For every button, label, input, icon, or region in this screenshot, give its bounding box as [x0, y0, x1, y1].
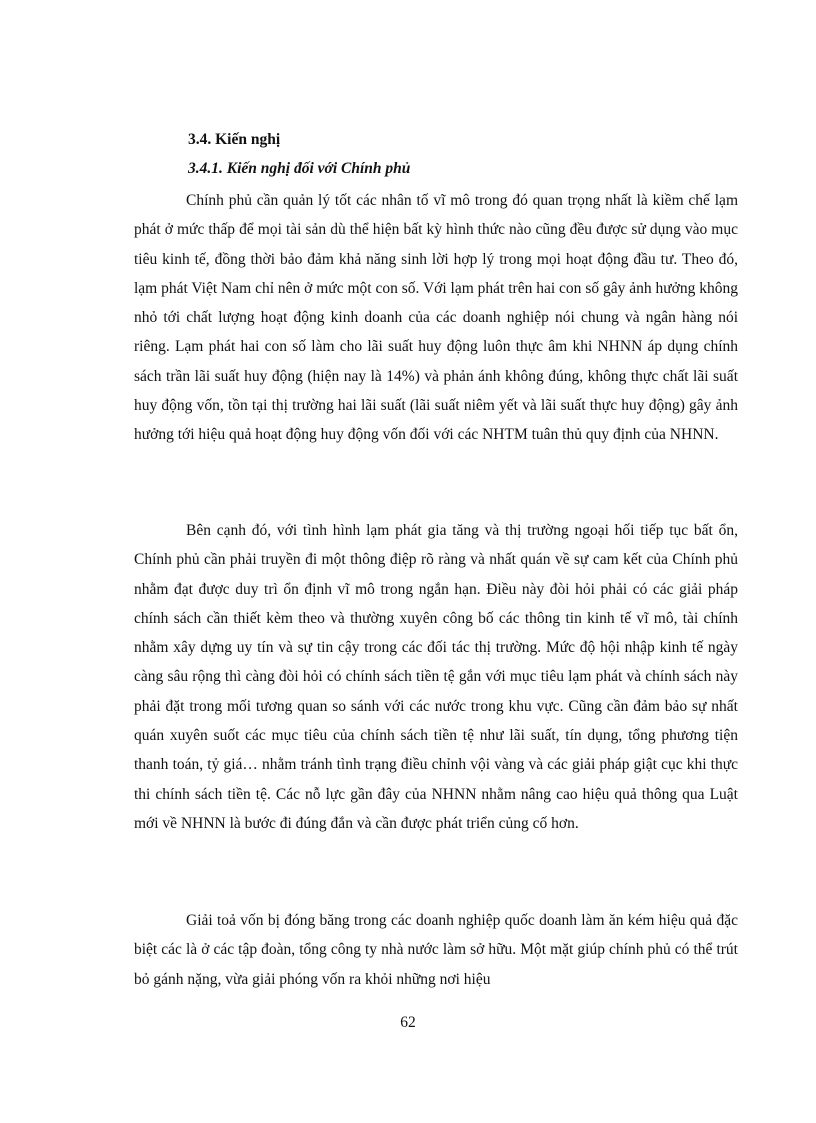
- body-paragraph: Chính phủ cần quản lý tốt các nhân tố vĩ mô trong đó quan trọng nhất là kiềm chế lạm phát ở mức thấp để mọi tài sản dù thể hiện bất kỳ hình thức nào cũng đều được sử dụng vào mục tiêu kinh tế, đồng thời bảo đảm khả năng sinh lời hợp lý trong mọi hoạt động đầu tư. Theo đó, lạm phát Việt Nam chỉ nên ở mức một con số. Với lạm phát trên hai con số gây ảnh hưởng không nhỏ tới chất lượng hoạt động kinh doanh của các doanh nghiệp nói chung và ngân hàng nói riêng. Lạm phát hai con số làm cho lãi suất huy động luôn thực âm khi NHNN áp dụng chính sách trần lãi suất huy động (hiện nay là 14%) và phản ánh không đúng, không thực chất lãi suất huy động vốn, tồn tại thị trường hai lãi suất (lãi suất niêm yết và lãi suất thực huy động) gây ảnh hưởng tới hiệu quả hoạt động huy động vốn đối với các NHTM tuân thủ quy định của NHNN.: [134, 192, 738, 444]
- section-heading: 3.4. Kiến nghị: [188, 131, 281, 148]
- body-paragraph: Giải toả vốn bị đóng băng trong các doanh nghiệp quốc doanh làm ăn kém hiệu quả đặc biệt các là ở các tập đoàn, tổng công ty nhà nước làm sở hữu. Một mặt giúp chính phủ có thể trút bỏ gánh nặng, vừa giải phóng vốn ra khỏi những nơi hiệu: [134, 912, 738, 988]
- subsection-heading: 3.4.1. Kiến nghị đối với Chính phủ: [188, 160, 411, 177]
- page-number: 62: [400, 1014, 416, 1031]
- body-paragraph: Bên cạnh đó, với tình hình lạm phát gia tăng và thị trường ngoại hối tiếp tục bất ổn, Chính phủ cần phải truyền đi một thông điệp rõ ràng và nhất quán về sự cam kết của Chính phủ nhằm đạt được duy trì ổn định vĩ mô trong ngắn hạn. Điều này đòi hỏi phải có các giải pháp chính sách cần thiết kèm theo và thường xuyên công bố các thông tin kinh tế vĩ mô, tài chính nhằm xây dựng uy tín và sự tin cậy trong các đối tác thị trường. Mức độ hội nhập kinh tế ngày càng sâu rộng thì càng đòi hỏi có chính sách tiền tệ gắn với mục tiêu lạm phát và chính sách này phải đặt trong mối tương quan so sánh với các nước trong khu vực. Cũng cần đảm bảo sự nhất quán xuyên suốt các mục tiêu của chính sách tiền tệ như lãi suất, tín dụng, tổng phương tiện thanh toán, tỷ giá… nhằm tránh tình trạng điều chỉnh vội vàng và các giải pháp giật cục khi thực thi chính sách tiền tệ. Các nỗ lực gần đây của NHNN nhằm nâng cao hiệu quả thông qua Luật mới về NHNN là bước đi đúng đắn và cần được phát triển củng cố hơn.: [134, 522, 738, 832]
